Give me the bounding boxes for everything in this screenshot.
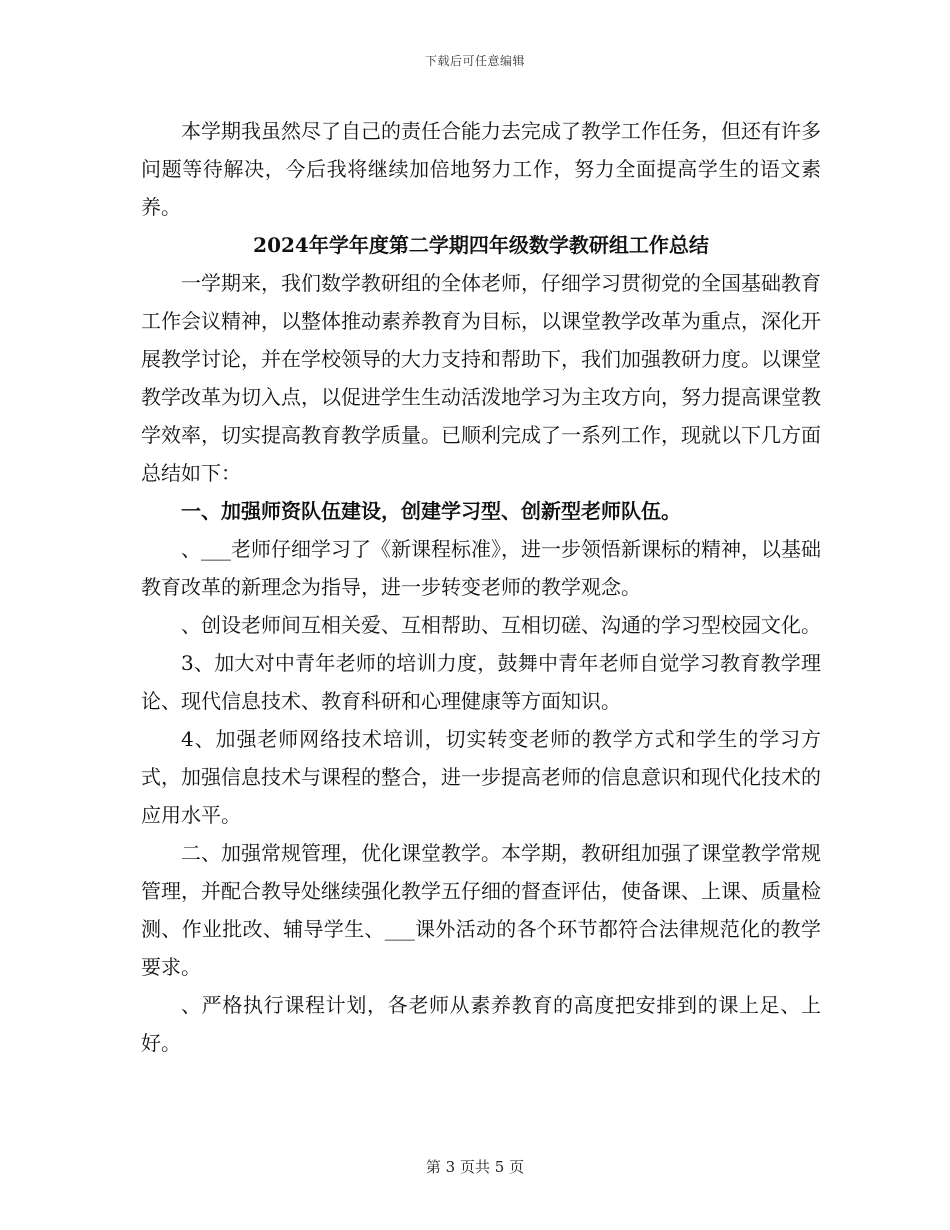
section-1-item-1: 、___老师仔细学习了《新课程标准》，进一步领悟新课标的精神，以基础教育改革的新理念为指导，进一步转变老师的教学观念。 xyxy=(141,537,821,599)
section-2-item-1: 、严格执行课程计划，各老师从素养教育的高度把安排到的课上足、上好。 xyxy=(141,993,821,1055)
document-title: 2024年学年度第二学期四年级数学教研组工作总结 xyxy=(253,233,709,257)
document-body xyxy=(141,112,821,1062)
section-1-item-4: 4、加强老师网络技术培训，切实转变老师的教学方式和学生的学习方式，加强信息技术与课程的整合，进一步提高老师的信息意识和现代化技术的应用水平。 xyxy=(141,727,821,827)
overview-paragraph: 一学期来，我们数学教研组的全体老师，仔细学习贯彻党的全国基础教育工作会议精神，以整体推动素养教育为目标，以课堂教学改革为重点，深化开展教学讨论，并在学校领导的大力支持和帮助下，我们加强教研力度。以课堂教学改革为切入点，以促进学生生动活泼地学习为主攻方向，努力提高课堂教学效率，切实提高教育教学质量。已顺利完成了一系列工作，现就以下几方面总结如下： xyxy=(141,271,821,485)
page-header: 下载后可任意编辑 xyxy=(424,54,525,68)
section-1-item-3: 3、加大对中青年老师的培训力度，鼓舞中青年老师自觉学习教育教学理论、现代信息技术、教育科研和心理健康等方面知识。 xyxy=(141,651,821,713)
page-footer: 第 3 页共 5 页 xyxy=(425,1158,525,1176)
section-2-paragraph: 二、加强常规管理，优化课堂教学。本学期，教研组加强了课堂教学常规管理，并配合教导处继续强化教学五仔细的督查评估，使备课、上课、质量检测、作业批改、辅导学生、___课外活动的各个环节都符合法律规范化的教学要求。 xyxy=(141,841,821,979)
section-1-item-2: 、创设老师间互相关爱、互相帮助、互相切磋、沟通的学习型校园文化。 xyxy=(181,613,821,637)
intro-paragraph: 本学期我虽然尽了自己的责任合能力去完成了教学工作任务，但还有许多问题等待解决，今后我将继续加倍地努力工作，努力全面提高学生的语文素养。 xyxy=(141,119,821,219)
section-1-heading: 一、加强师资队伍建设，创建学习型、创新型老师队伍。 xyxy=(181,499,681,523)
